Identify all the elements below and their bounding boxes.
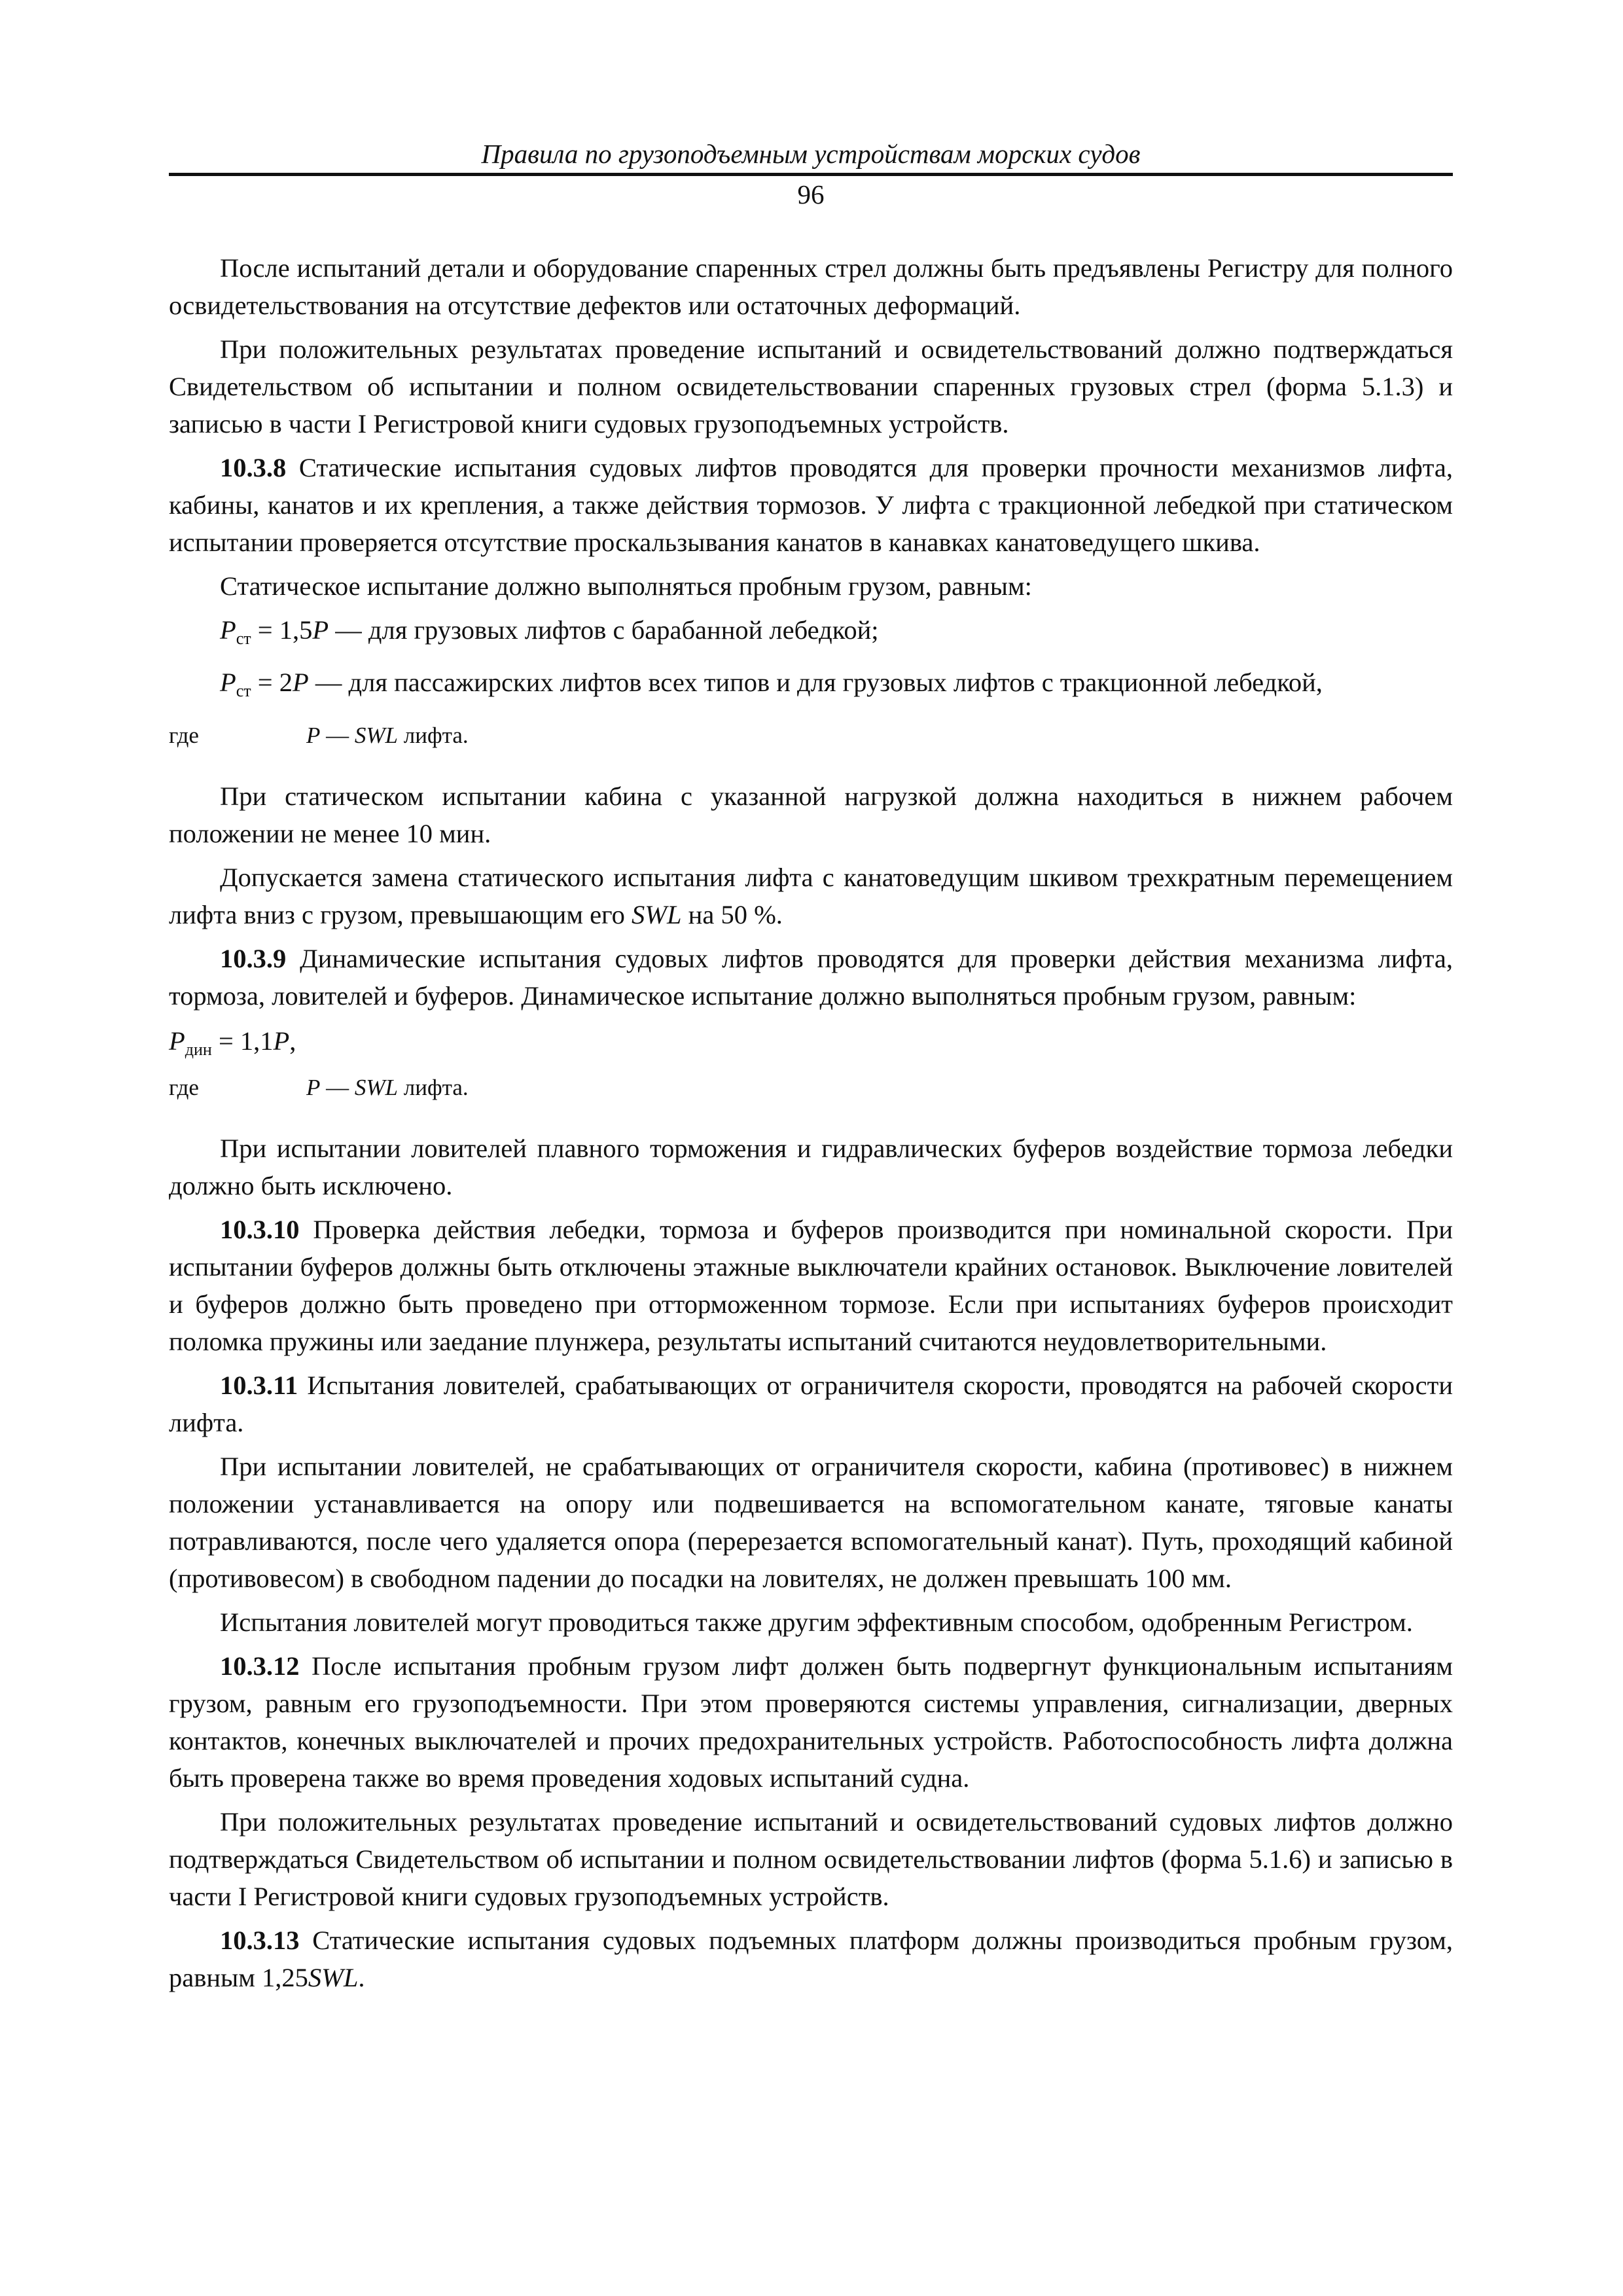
paragraph: Статическое испытание должно выполняться пробным грузом, равным: [220,571,1032,601]
section-number: 10.3.10 [220,1215,300,1244]
section-text: Статические испытания судовых лифтов проводятся для проверки прочности механизмов лифта, кабины, канатов и их крепления, а также действия тормозов. У лифта с тракционной лебедкой при статическом испытании проверяется отсутствие проскальзывания канатов в канавках канатоведущего шкива. [169,453,1453,557]
where-rest: лифта. [398,723,469,748]
formula-static-traction [169,664,1453,709]
formula-subscript: ст [236,681,251,700]
paragraph: После испытаний детали и оборудование спаренных стрел должны быть предъявлены Регистру для полного освидетельствования на отсутствие дефектов или остаточных деформаций. [169,253,1453,320]
formula-eq: = 1,1 [211,1026,274,1056]
where-clause [169,1072,1453,1103]
paragraph: При испытании ловителей, не срабатывающих от ограничителя скорости, кабина (противовес) в нижнем положении устанавливается на опору или подвешивается на вспомогательном канате, тяговые канаты потравливаются, после чего удаляется опора (перерезается вспомогательный канат). Путь, проходящий кабиной (противовесом) в свободном падении до посадки на ловителях, не должен превышать 100 мм. [169,1452,1453,1593]
formula-var: P [312,615,329,645]
section-number: 10.3.13 [220,1926,300,1955]
section-text: Статические испытания судовых подъемных платформ должны производиться пробным грузом, равным 1,25 [169,1926,1453,1992]
section-text: После испытания пробным грузом лифт должен быть подвергнут функциональным испытаниям грузом, равным его грузоподъемности. При этом проверяются системы управления, сигнализации, дверных контактов, конечных выключателей и прочих предохранительных устройств. Работоспособность лифта должна быть проверена также во время проведения ходовых испытаний судна. [169,1651,1453,1793]
section-text: Испытания ловителей, срабатывающих от ограничителя скорости, проводятся на рабочей скорости лифта. [169,1371,1453,1437]
where-dash: — [320,1075,355,1100]
paragraph: При статическом испытании кабина с указанной нагрузкой должна находиться в нижнем рабочем положении не менее 10 мин. [169,781,1453,848]
where-definition [306,1072,469,1103]
section-10-3-9 [169,940,1453,1014]
formula-eq: = 2 [251,668,293,697]
page-number: 96 [797,179,825,209]
section-number: 10.3.9 [220,944,287,973]
text: Допускается замена статического испытания лифта с канатоведущим шкивом трехкратным перемещением лифта вниз с грузом, превышающим его [169,863,1453,929]
formula-subscript: ст [236,629,251,648]
paragraph: При положительных результатах проведение испытаний и освидетельствований должно подтверждаться Свидетельством об испытании и полном освидетельствовании спаренных грузовых стрел (форма 5.1.3) и записью в части I Регистровой книги судовых грузоподъемных устройств. [169,334,1453,439]
section-text: Динамические испытания судовых лифтов проводятся для проверки действия механизма лифта, тормоза, ловителей и буферов. Динамическое испытание должно выполняться пробным грузом, равным: [169,944,1453,1011]
paragraph-replace [169,859,1453,933]
formula-var: P [169,1026,185,1056]
where-definition [306,720,469,751]
section-number: 10.3.11 [220,1371,298,1400]
section-end: . [358,1963,365,1992]
formula-static-drum [169,611,1453,657]
section-text: Проверка действия лебедки, тормоза и буферов производится при номинальной скорости. При испытании буферов должны быть отключены этажные выключатели крайних остановок. Выключение ловителей и буферов должно быть проведено при отторможенном тормозе. Если при испытаниях буферов происходит поломка пружины или заедание плунжера, результаты испытаний считаются неудовлетворительными. [169,1215,1453,1356]
document-page [169,137,1453,2003]
running-header: Правила по грузоподъемным устройствам морских судов [481,139,1141,169]
header-rule [169,173,1453,176]
swl-term: SWL [632,900,682,929]
where-swl: SWL [354,723,399,748]
section-10-3-8 [169,449,1453,561]
paragraph: При испытании ловителей плавного торможения и гидравлических буферов воздействие тормоза лебедки должно быть исключено. [169,1134,1453,1200]
document-body [169,249,1453,1996]
section-10-3-11 [169,1367,1453,1441]
formula-eq: = 1,5 [251,615,313,645]
where-var: P [306,1075,321,1100]
where-rest: лифта. [398,1075,469,1100]
formula-text: — для пассажирских лифтов всех типов и для грузовых лифтов с тракционной лебедкой, [308,668,1323,697]
where-swl: SWL [354,1075,399,1100]
formula-end: , [289,1026,296,1056]
where-label: где [169,1075,199,1100]
text: на 50 %. [681,900,783,929]
paragraph: При положительных результатах проведение испытаний и освидетельствований судовых лифтов должно подтверждаться Свидетельством об испытании и полном освидетельствовании лифтов (форма 5.1.6) и записью в части I Регистровой книги судовых грузоподъемных устройств. [169,1807,1453,1911]
formula-dynamic [169,1022,1453,1068]
formula-text: — для грузовых лифтов с барабанной лебедкой; [329,615,879,645]
where-clause [169,720,1453,751]
paragraph: Испытания ловителей могут проводиться также другим эффективным способом, одобренным Регистром. [220,1607,1413,1637]
formula-var: P [220,668,236,697]
section-10-3-13 [169,1922,1453,1996]
swl-term: SWL [308,1963,359,1992]
where-var: P [306,723,321,748]
section-10-3-12 [169,1647,1453,1797]
section-10-3-10 [169,1211,1453,1360]
formula-var: P [293,668,309,697]
formula-var: P [273,1026,290,1056]
section-number: 10.3.8 [220,453,287,482]
formula-subscript: дин [185,1040,212,1059]
where-label: где [169,723,199,748]
formula-var: P [220,615,236,645]
where-dash: — [320,723,355,748]
section-number: 10.3.12 [220,1651,300,1681]
